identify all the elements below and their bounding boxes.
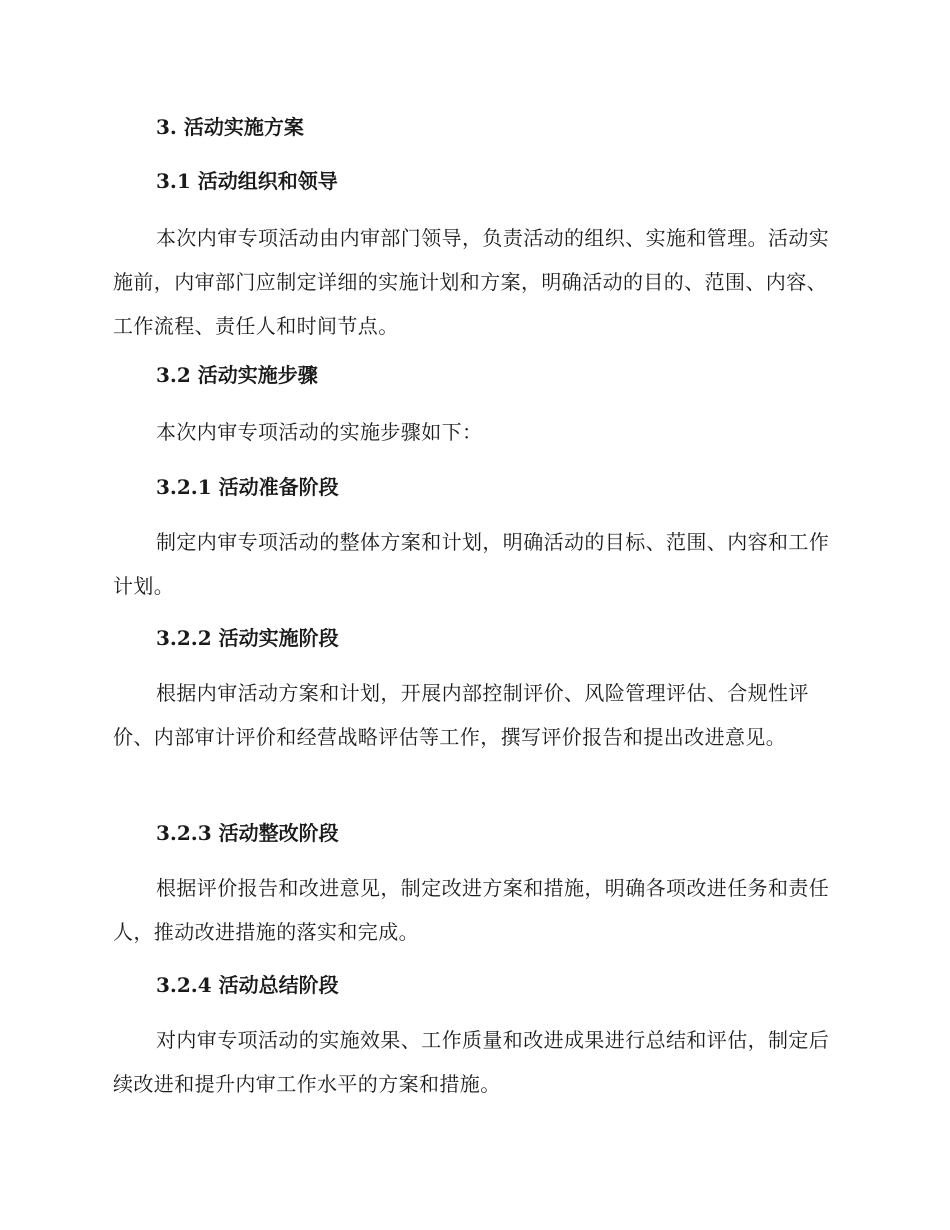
heading-3-2-3: 3.2.3 活动整改阶段 [156, 821, 339, 845]
paragraph-3-1: 本次内审专项活动由内审部门领导，负责活动的组织、实施和管理。活动实施前，内审部门应制定详细的实施计划和方案，明确活动的目的、范围、内容、工作流程、责任人和时间节点。 [113, 226, 830, 338]
paragraph-3-2-2: 根据内审活动方案和计划，开展内部控制评价、风险管理评估、合规性评价、内部审计评价和经营战略评估等工作，撰写评价报告和提出改进意见。 [113, 681, 809, 749]
paragraph-3-2-4: 对内审专项活动的实施效果、工作质量和改进成果进行总结和评估，制定后续改进和提升内审工作水平的方案和措施。 [113, 1028, 830, 1096]
heading-3-1: 3.1 活动组织和领导 [156, 169, 338, 193]
heading-3-2-4: 3.2.4 活动总结阶段 [156, 973, 339, 997]
heading-3-2-1: 3.2.1 活动准备阶段 [156, 475, 339, 499]
heading-3-2-2: 3.2.2 活动实施阶段 [156, 626, 339, 650]
paragraph-3-2-1: 制定内审专项活动的整体方案和计划，明确活动的目标、范围、内容和工作计划。 [113, 530, 830, 598]
paragraph-3-2: 本次内审专项活动的实施步骤如下： [156, 420, 483, 444]
paragraph-3-2-3: 根据评价报告和改进意见，制定改进方案和措施，明确各项改进任务和责任人，推动改进措施的落实和完成。 [113, 876, 830, 944]
section-title: 3. 活动实施方案 [156, 115, 304, 139]
heading-3-2: 3.2 活动实施步骤 [156, 363, 318, 387]
